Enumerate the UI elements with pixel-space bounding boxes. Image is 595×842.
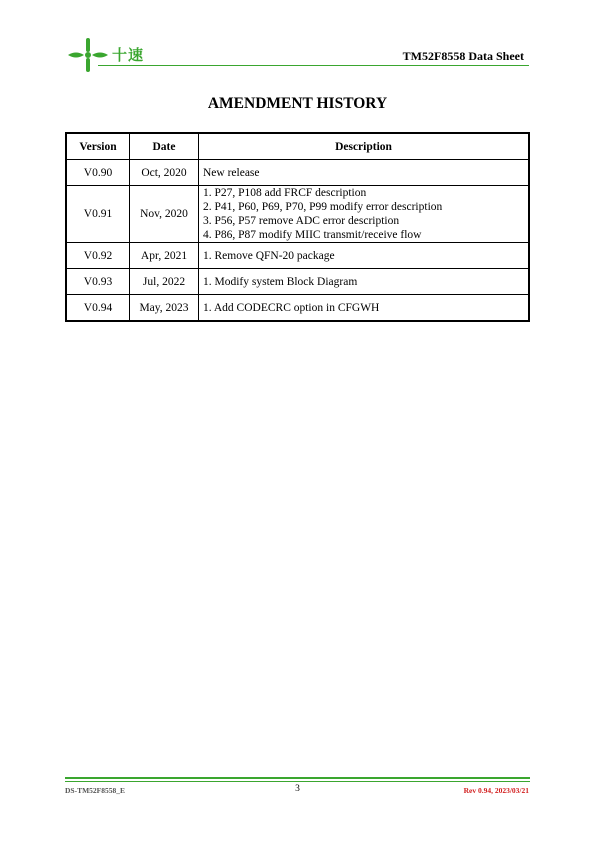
version-cell: V0.92 [66, 243, 130, 269]
table-row [66, 186, 529, 243]
version-cell: V0.90 [66, 160, 130, 186]
footer-divider [65, 777, 530, 779]
description-line: New release [203, 166, 260, 179]
date-cell: Oct, 2020 [130, 160, 199, 186]
footer-revision: Rev 0.94, 2023/03/21 [463, 786, 529, 795]
description-line: 1. P27, P108 add FRCF description [203, 187, 367, 199]
date-cell: May, 2023 [130, 295, 199, 322]
date-cell: Nov, 2020 [130, 186, 199, 243]
table-row [66, 269, 529, 295]
table-row [66, 243, 529, 269]
version-cell: V0.93 [66, 269, 130, 295]
description-line: 3. P56, P57 remove ADC error description [203, 215, 400, 227]
description-cell [199, 243, 530, 269]
description-line: 1. Remove QFN-20 package [203, 249, 335, 262]
date-cell: Jul, 2022 [130, 269, 199, 295]
footer-divider-thin [65, 781, 530, 782]
description-cell [199, 160, 530, 186]
table-row [66, 295, 529, 322]
description-cell [199, 295, 530, 322]
description-cell [199, 186, 530, 243]
description-line: 2. P41, P60, P69, P70, P99 modify error description [203, 201, 443, 213]
page-heading: AMENDMENT HISTORY [207, 95, 388, 112]
footer-doc-id: DS-TM52F8558_E [65, 786, 125, 795]
description-line: 1. Modify system Block Diagram [203, 275, 358, 288]
doc-title: TM52F8558 Data Sheet [402, 49, 524, 63]
logo-text: 十速 [112, 46, 145, 64]
table-row [66, 160, 529, 186]
date-cell: Apr, 2021 [130, 243, 199, 269]
header-divider [98, 65, 529, 66]
column-header-description: Description [199, 133, 530, 160]
version-cell: V0.94 [66, 295, 130, 322]
column-header-date: Date [130, 133, 199, 160]
version-cell: V0.91 [66, 186, 130, 243]
description-line: 4. P86, P87 modify MIIC transmit/receive flow [203, 229, 422, 241]
table-header-row [66, 133, 529, 160]
column-header-version: Version [66, 133, 130, 160]
page-number: 3 [295, 784, 300, 794]
amendment-table [65, 132, 530, 322]
description-line: 1. Add CODECRC option in CFGWH [203, 301, 380, 314]
description-cell [199, 269, 530, 295]
